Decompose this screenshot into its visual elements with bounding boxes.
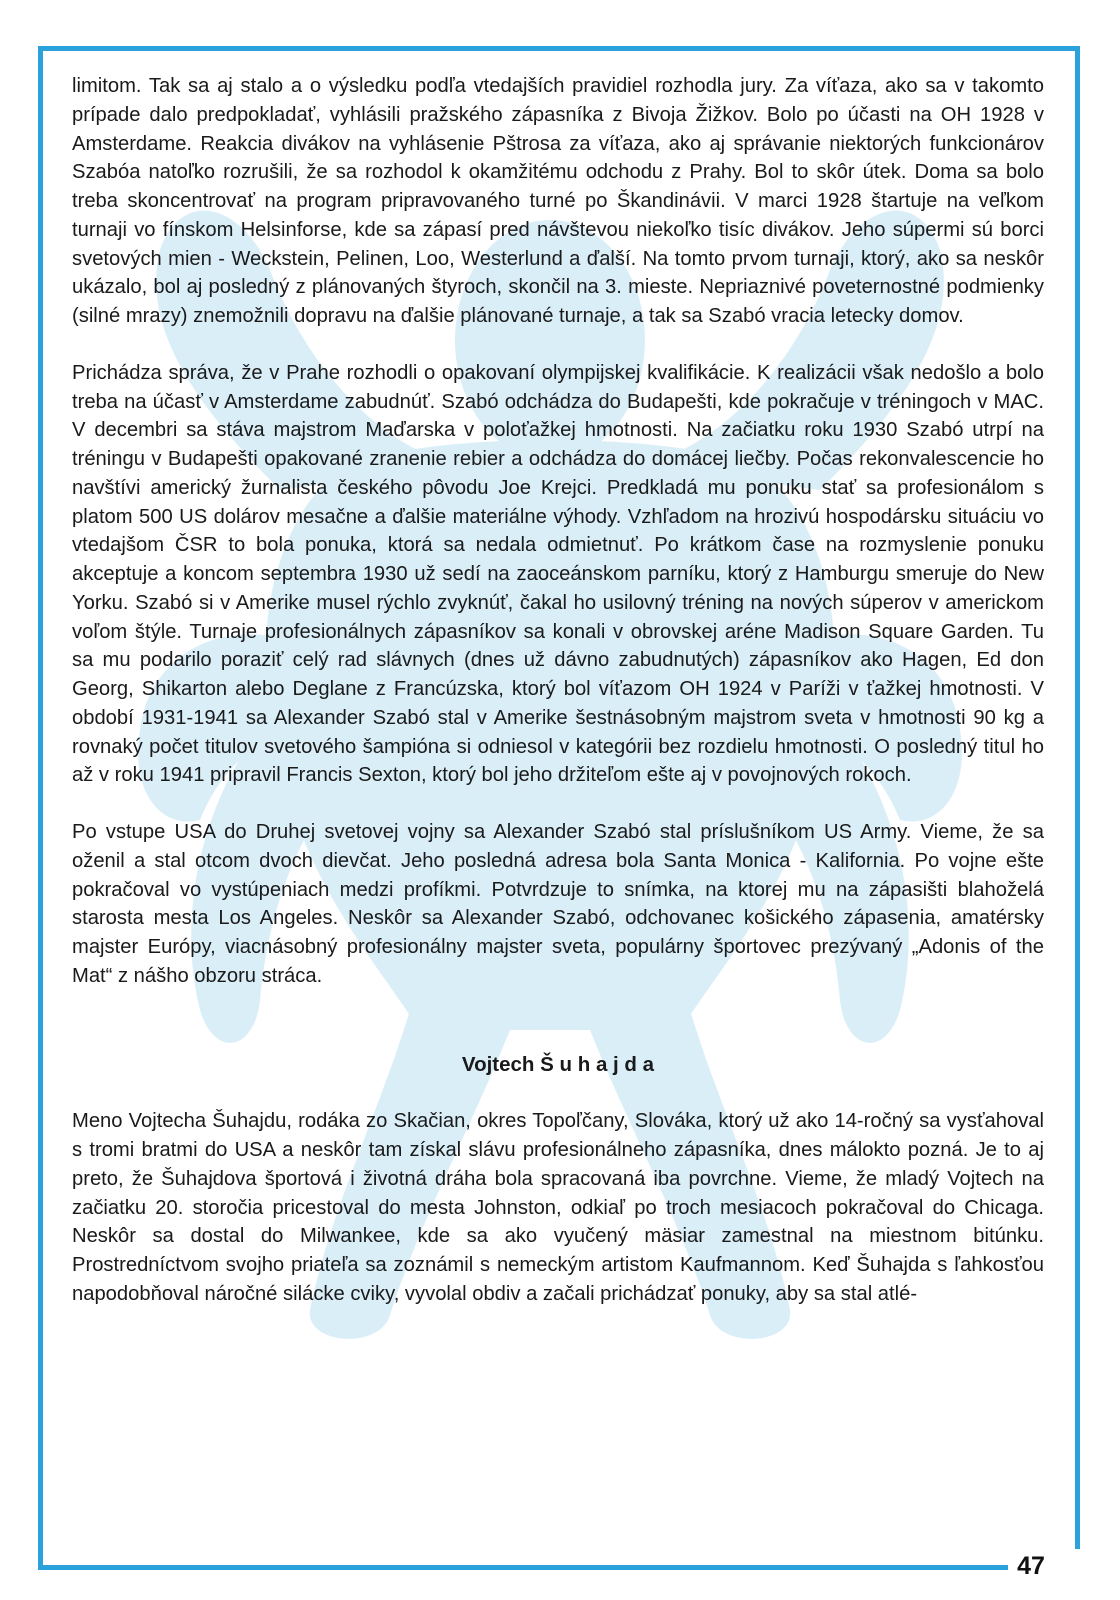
paragraph: limitom. Tak sa aj stalo a o výsledku podľa vtedajších pravidiel rozhodla jury. Za víťaza, ako sa v takomto prípade dalo predpokladať, vyhlásili pražského zápasníka z Bivoja Žižkov. Bolo po účasti na OH 1928 v Amsterdame. Reakcia divákov na vyhlásenie Pštrosa za víťaza, ako aj správanie niektorých funkcionárov Szabóa natoľko rozrušili, že sa rozhodol k okamžitému odchodu z Prahy. Bol to skôr útek. Doma sa bolo treba skoncentrovať na program pripravovaného turné po Škandinávii. V marci 1928 štartuje na veľkom turnaji vo fínskom Helsinforse, kde sa zápasí pred návštevou niekoľko tisíc divákov. Jeho súpermi sú borci svetových mien - Weckstein, Pelinen, Loo, Westerlund a ďalší. Na tomto prvom turnaji, ktorý, ako sa neskôr ukázalo, bol aj posledný z plánovaných štyroch, skončil na 3. mieste. Nepriaznivé poveternostné podmienky (silné mrazy) znemožnili dopravu na ďalšie plánované turnaje, a tak sa Szabó vracia letecky domov. xyxy=(72,75,1044,327)
section-heading: Vojtech Š u h a j d a xyxy=(461,1052,655,1076)
paragraph: Meno Vojtecha Šuhajdu, rodáka zo Skačian, okres Topoľčany, Slováka, ktorý už ako 14-ročný sa vysťahoval s tromi bratmi do USA a neskôr tam získal slávu profesionálneho zápasníka, dnes málokto pozná. Je to aj preto, že Šuhajdova športová i životná dráha bola spracovaná iba povrchne. Vieme, že mladý Vojtech na začiatku 20. storočia pricestoval do mesta Johnston, odkiaľ po troch mesiacoch pokračoval do Chicaga. Neskôr sa dostal do Milwankee, kde sa ako vyučený mäsiar zamestnal na miestnom bitúnku. Prostredníctvom svojho priateľa sa zoznámil s nemeckým artistom Kaufmannom. Keď Šuhajda s ľahkosťou napodobňoval náročné silácke cviky, vyvolal obdiv a začali prichádzať ponuky, aby sa stal atlé- xyxy=(72,1110,1044,1305)
paragraph: Prichádza správa, že v Prahe rozhodli o opakovaní olympijskej kvalifikácie. K realizácii však nedošlo a bolo treba na účasť v Amsterdame zabudnúť. Szabó odchádza do Budapešti, kde pokračuje v tréningoch v MAC. V decembri sa stáva majstrom Maďarska v poloťažkej hmotnosti. Na začiatku roku 1930 Szabó utrpí na tréningu v Budapešti opakované zranenie rebier a odchádza do domácej liečby. Počas rekonvalescencie ho navštívi americký žurnalista českého pôvodu Joe Krejci. Predkladá mu ponuku stať sa profesionálom s platom 500 US dolárov mesačne a ďalšie materiálne výhody. Vzhľadom na hrozivú hospodársku situáciu vo vtedajšom ČSR to bola ponuka, ktorá sa nedala odmietnuť. Po krátkom čase na rozmyslenie ponuku akceptuje a koncom septembra 1930 už sedí na zaoceánskom parníku, ktorý z Hamburgu smeruje do New Yorku. Szabó si v Amerike musel rýchlo zvyknúť, čakal ho usilovný tréning na nových súperov v americkom voľom štýle. Turnaje profesionálnych zápasníkov sa konali v obrovskej aréne Madison Square Garden. Tu sa mu podarilo poraziť celý rad slávnych (dnes už dávno zabudnutých) zápasníkov ako Hagen, Ed don Georg, Shikarton alebo Deglane z Francúzska, ktorý bol víťazom OH 1924 v Paríži v ťažkej hmotnosti. V období 1931-1941 sa Alexander Szabó stal v Amerike šestnásobným majstrom sveta v hmotnosti 90 kg a rovnaký počet titulov svetového šampióna si odniesol v kategórii bez rozdielu hmotnosti. O posledný titul ho až v roku 1941 pripravil Francis Sexton, ktorý bol jeho držiteľom ešte aj v povojnových rokoch. xyxy=(72,361,1044,787)
paragraph: Po vstupe USA do Druhej svetovej vojny sa Alexander Szabó stal príslušníkom US Army. Vieme, že sa oženil a stal otcom dvoch dievčat. Jeho posledná adresa bola Santa Monica - Kalifornia. Po vojne ešte pokračoval vo vystúpeniach medzi profíkmi. Potvrdzuje to snímka, na ktorej mu na zápasišti blahoželá starosta mesta Los Angeles. Neskôr sa Alexander Szabó, odchovanec košického zápasenia, amatérsky majster Európy, viacnásobný profesionálny majster sveta, populárny športovec prezývaný „Adonis of the Mat“ z nášho obzoru stráca. xyxy=(72,821,1044,987)
article-body xyxy=(72,72,1044,1309)
page-number: 47 xyxy=(1017,1552,1045,1580)
